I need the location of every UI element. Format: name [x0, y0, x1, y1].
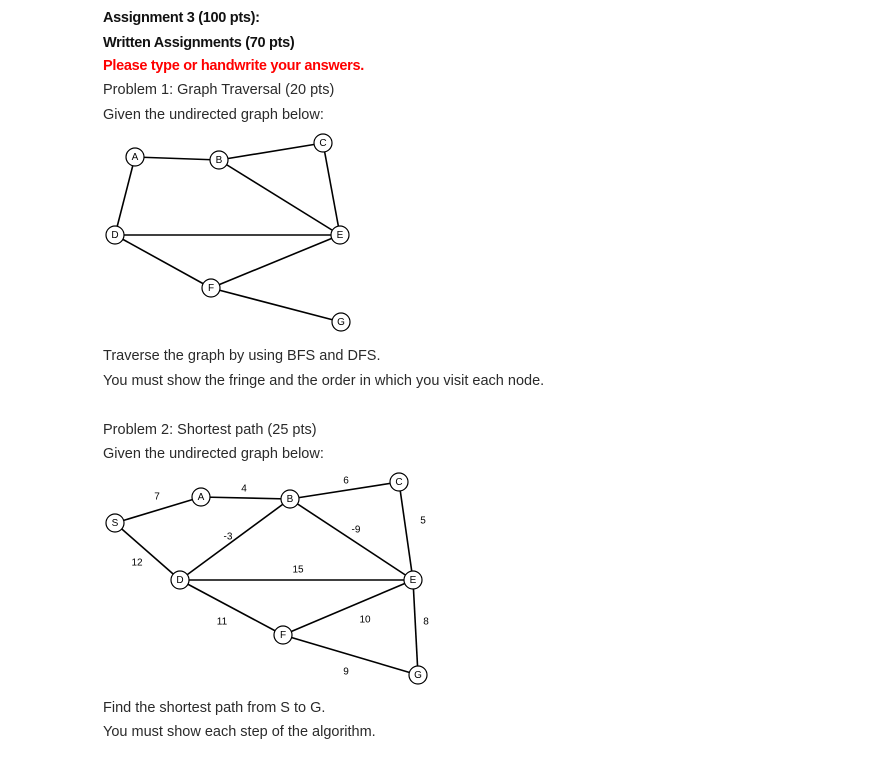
g2-node-d [171, 571, 189, 589]
g1-edge-d-f [115, 235, 211, 288]
g1-node-label: C [319, 138, 327, 149]
g1-node-b [210, 151, 228, 169]
g2-node-e [404, 571, 422, 589]
instruction-text: Please type or handwrite your answers. [103, 58, 364, 74]
g2-node-label: E [409, 575, 417, 586]
g2-node-label: B [286, 494, 294, 505]
g2-node-f [274, 626, 292, 644]
g2-node-label: A [197, 492, 205, 503]
assignment-title: Assignment 3 (100 pts): [103, 10, 260, 26]
g2-weight-f-g: 9 [343, 666, 349, 678]
g1-edge-b-e [219, 160, 340, 235]
g2-edge-d-f [180, 580, 283, 635]
problem1-given: Given the undirected graph below: [103, 107, 324, 123]
g2-edge-f-e [283, 580, 413, 635]
g1-node-label: G [337, 317, 345, 328]
g1-node-a [126, 148, 144, 166]
g1-node-label: F [207, 283, 215, 294]
g2-node-s [106, 514, 124, 532]
g2-weight-b-c: 6 [343, 475, 349, 487]
problem2-task-steps: You must show each step of the algorithm. [103, 724, 376, 740]
problem2-task-find: Find the shortest path from S to G. [103, 700, 326, 716]
g2-node-a [192, 488, 210, 506]
g1-edge-f-e [211, 235, 340, 288]
g2-weight-b-e: -9 [351, 524, 361, 536]
g1-node-c [314, 134, 332, 152]
g2-weight-d-b: -3 [223, 531, 233, 543]
g1-edge-c-e [323, 143, 340, 235]
g1-node-d [106, 226, 124, 244]
g2-node-label: F [279, 630, 287, 641]
g2-node-label: D [176, 575, 184, 586]
g1-edge-a-b [135, 157, 219, 160]
graph-2 [106, 473, 429, 684]
g2-weight-d-e: 15 [292, 564, 304, 576]
g2-weight-s-d: 12 [131, 557, 143, 569]
problem1-title: Problem 1: Graph Traversal (20 pts) [103, 82, 335, 98]
g2-node-g [409, 666, 427, 684]
problem2-given: Given the undirected graph below: [103, 446, 324, 462]
g1-node-f [202, 279, 220, 297]
g2-edge-d-b [180, 499, 290, 580]
problem1-task-fringe: You must show the fringe and the order in which you visit each node. [103, 373, 545, 389]
g2-edge-a-b [201, 497, 290, 499]
g1-edge-b-c [219, 143, 323, 160]
g2-edge-e-g [413, 580, 418, 675]
g1-edge-a-d [115, 157, 135, 235]
g2-edge-s-d [115, 523, 180, 580]
g1-node-label: E [336, 230, 344, 241]
g2-edge-b-e [290, 499, 413, 580]
g1-node-label: D [111, 230, 119, 241]
g2-node-label: G [414, 670, 422, 681]
g1-node-label: B [215, 155, 223, 166]
g2-weight-f-e: 10 [359, 614, 371, 626]
g1-node-g [332, 313, 350, 331]
g2-node-label: S [111, 518, 119, 529]
graph-1 [106, 134, 350, 331]
g1-node-e [331, 226, 349, 244]
section-title: Written Assignments (70 pts) [103, 35, 295, 51]
g2-weight-d-f: 11 [216, 616, 228, 628]
problem1-task-traverse: Traverse the graph by using BFS and DFS. [103, 348, 381, 364]
g2-node-label: C [395, 477, 403, 488]
g2-node-c [390, 473, 408, 491]
g2-weight-e-g: 8 [423, 616, 429, 628]
g1-edge-f-g [211, 288, 341, 322]
g2-edge-f-g [283, 635, 418, 675]
g2-weight-c-e: 5 [420, 515, 426, 527]
g2-edge-c-e [399, 482, 413, 580]
g1-node-label: A [131, 152, 139, 163]
g2-weight-a-b: 4 [241, 483, 247, 495]
g2-weight-s-a: 7 [154, 491, 160, 503]
problem2-title: Problem 2: Shortest path (25 pts) [103, 422, 317, 438]
g2-node-b [281, 490, 299, 508]
